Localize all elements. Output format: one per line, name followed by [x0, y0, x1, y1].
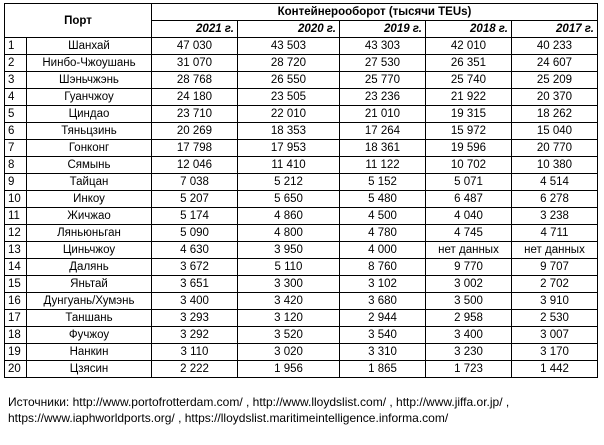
- throughput-value: 26 550: [238, 72, 340, 89]
- throughput-value: 3 540: [340, 327, 426, 344]
- table-row: [5, 38, 598, 55]
- row-number: 20: [5, 361, 27, 378]
- port-name: Далянь: [27, 259, 152, 276]
- table-row: [5, 276, 598, 293]
- header-throughput: Контейнерооборот (тысячи TEUs): [152, 4, 598, 21]
- throughput-value: 1 442: [512, 361, 598, 378]
- row-number: 7: [5, 140, 27, 157]
- port-name: Тайцан: [27, 174, 152, 191]
- throughput-value: 8 760: [340, 259, 426, 276]
- throughput-value: 3 672: [152, 259, 238, 276]
- sources-line: https://www.iaphworldports.org/ , https://lloydslist.maritimeintelligence.informa.com/: [8, 411, 449, 425]
- throughput-value: 28 720: [238, 55, 340, 72]
- throughput-value: 3 300: [238, 276, 340, 293]
- throughput-value: 40 233: [512, 38, 598, 55]
- table-row: [5, 208, 598, 225]
- throughput-value: 17 953: [238, 140, 340, 157]
- throughput-value: 5 090: [152, 225, 238, 242]
- header-port: Порт: [5, 4, 152, 38]
- port-name: Дунгуань/Хумэнь: [27, 293, 152, 310]
- row-number: 17: [5, 310, 27, 327]
- throughput-value: 43 303: [340, 38, 426, 55]
- throughput-value: 3 020: [238, 344, 340, 361]
- table-row: [5, 293, 598, 310]
- table-row: [5, 191, 598, 208]
- container-throughput-table: [4, 3, 598, 378]
- throughput-value: 19 315: [426, 106, 512, 123]
- throughput-value: 3 110: [152, 344, 238, 361]
- port-name: Нанкин: [27, 344, 152, 361]
- throughput-value: 1 956: [238, 361, 340, 378]
- row-number: 2: [5, 55, 27, 72]
- table-row: [5, 72, 598, 89]
- sources-line: Источники: http://www.portofrotterdam.com/ , http://www.lloydslist.com/ , http://www.jiffa.or.jp/ ,: [8, 395, 510, 409]
- row-number: 1: [5, 38, 27, 55]
- port-name: Циндао: [27, 106, 152, 123]
- throughput-value: 5 071: [426, 174, 512, 191]
- throughput-value: 5 152: [340, 174, 426, 191]
- throughput-value: 21 922: [426, 89, 512, 106]
- throughput-value: 23 505: [238, 89, 340, 106]
- throughput-value: 18 353: [238, 123, 340, 140]
- port-name: Шэньчжэнь: [27, 72, 152, 89]
- throughput-value: 20 370: [512, 89, 598, 106]
- throughput-value: 4 500: [340, 208, 426, 225]
- row-number: 3: [5, 72, 27, 89]
- throughput-value: 11 410: [238, 157, 340, 174]
- throughput-value: 18 361: [340, 140, 426, 157]
- row-number: 6: [5, 123, 27, 140]
- port-name: Циньчжоу: [27, 242, 152, 259]
- row-number: 14: [5, 259, 27, 276]
- row-number: 9: [5, 174, 27, 191]
- port-name: Таншань: [27, 310, 152, 327]
- header-year: 2020 г.: [238, 21, 340, 38]
- throughput-value: нет данных: [426, 242, 512, 259]
- throughput-value: 3 007: [512, 327, 598, 344]
- throughput-value: 3 102: [340, 276, 426, 293]
- throughput-value: 3 238: [512, 208, 598, 225]
- throughput-value: 18 262: [512, 106, 598, 123]
- throughput-value: 23 710: [152, 106, 238, 123]
- table-row: [5, 327, 598, 344]
- throughput-value: 9 770: [426, 259, 512, 276]
- table-row: [5, 89, 598, 106]
- throughput-value: 3 420: [238, 293, 340, 310]
- throughput-value: 4 040: [426, 208, 512, 225]
- throughput-value: 3 170: [512, 344, 598, 361]
- table-row: [5, 123, 598, 140]
- throughput-value: 25 740: [426, 72, 512, 89]
- throughput-value: 3 230: [426, 344, 512, 361]
- throughput-value: 4 860: [238, 208, 340, 225]
- port-name: Шанхай: [27, 38, 152, 55]
- row-number: 5: [5, 106, 27, 123]
- table-row: [5, 157, 598, 174]
- throughput-value: 9 707: [512, 259, 598, 276]
- throughput-value: 4 514: [512, 174, 598, 191]
- throughput-value: 15 972: [426, 123, 512, 140]
- throughput-value: 47 030: [152, 38, 238, 55]
- throughput-value: 7 038: [152, 174, 238, 191]
- throughput-value: 43 503: [238, 38, 340, 55]
- throughput-value: 2 222: [152, 361, 238, 378]
- throughput-value: нет данных: [512, 242, 598, 259]
- throughput-value: 15 040: [512, 123, 598, 140]
- header-year: 2018 г.: [426, 21, 512, 38]
- throughput-value: 3 680: [340, 293, 426, 310]
- table-row: [5, 344, 598, 361]
- throughput-value: 3 910: [512, 293, 598, 310]
- sources-note: [8, 394, 600, 426]
- throughput-value: 4 800: [238, 225, 340, 242]
- port-name: Ляньюньган: [27, 225, 152, 242]
- header-year: 2017 г.: [512, 21, 598, 38]
- table-row: [5, 106, 598, 123]
- row-number: 13: [5, 242, 27, 259]
- table-row: [5, 55, 598, 72]
- throughput-value: 4 780: [340, 225, 426, 242]
- throughput-value: 17 264: [340, 123, 426, 140]
- header-year: 2019 г.: [340, 21, 426, 38]
- table-row: [5, 174, 598, 191]
- throughput-value: 28 768: [152, 72, 238, 89]
- throughput-value: 3 651: [152, 276, 238, 293]
- port-name: Гуанчжоу: [27, 89, 152, 106]
- row-number: 18: [5, 327, 27, 344]
- throughput-value: 10 380: [512, 157, 598, 174]
- throughput-value: 3 950: [238, 242, 340, 259]
- throughput-value: 3 400: [426, 327, 512, 344]
- throughput-value: 3 500: [426, 293, 512, 310]
- row-number: 8: [5, 157, 27, 174]
- throughput-value: 26 351: [426, 55, 512, 72]
- row-number: 11: [5, 208, 27, 225]
- throughput-value: 4 711: [512, 225, 598, 242]
- throughput-value: 3 292: [152, 327, 238, 344]
- port-name: Инкоу: [27, 191, 152, 208]
- throughput-value: 3 520: [238, 327, 340, 344]
- throughput-value: 5 650: [238, 191, 340, 208]
- throughput-value: 6 487: [426, 191, 512, 208]
- throughput-value: 24 180: [152, 89, 238, 106]
- throughput-value: 22 010: [238, 106, 340, 123]
- port-name: Гонконг: [27, 140, 152, 157]
- table-row: [5, 242, 598, 259]
- port-name: Фучжоу: [27, 327, 152, 344]
- throughput-value: 4 745: [426, 225, 512, 242]
- throughput-value: 5 212: [238, 174, 340, 191]
- port-name: Яньтай: [27, 276, 152, 293]
- throughput-value: 27 530: [340, 55, 426, 72]
- throughput-value: 2 702: [512, 276, 598, 293]
- throughput-value: 24 607: [512, 55, 598, 72]
- table-row: [5, 310, 598, 327]
- throughput-value: 2 944: [340, 310, 426, 327]
- throughput-value: 1 723: [426, 361, 512, 378]
- throughput-value: 5 480: [340, 191, 426, 208]
- header-row-top: [5, 4, 598, 21]
- throughput-value: 3 310: [340, 344, 426, 361]
- port-name: Тяньцзинь: [27, 123, 152, 140]
- throughput-value: 23 236: [340, 89, 426, 106]
- table-row: [5, 140, 598, 157]
- throughput-value: 5 110: [238, 259, 340, 276]
- table-row: [5, 225, 598, 242]
- row-number: 4: [5, 89, 27, 106]
- throughput-value: 21 010: [340, 106, 426, 123]
- port-name: Жичжао: [27, 208, 152, 225]
- throughput-value: 42 010: [426, 38, 512, 55]
- throughput-value: 17 798: [152, 140, 238, 157]
- throughput-value: 4 630: [152, 242, 238, 259]
- throughput-value: 11 122: [340, 157, 426, 174]
- throughput-value: 19 596: [426, 140, 512, 157]
- row-number: 10: [5, 191, 27, 208]
- throughput-value: 25 770: [340, 72, 426, 89]
- port-name: Цзясин: [27, 361, 152, 378]
- throughput-value: 4 000: [340, 242, 426, 259]
- row-number: 19: [5, 344, 27, 361]
- throughput-value: 3 400: [152, 293, 238, 310]
- throughput-value: 12 046: [152, 157, 238, 174]
- throughput-value: 2 530: [512, 310, 598, 327]
- header-year: 2021 г.: [152, 21, 238, 38]
- throughput-value: 25 209: [512, 72, 598, 89]
- table-row: [5, 361, 598, 378]
- row-number: 12: [5, 225, 27, 242]
- port-name: Сямынь: [27, 157, 152, 174]
- throughput-value: 1 865: [340, 361, 426, 378]
- throughput-value: 5 207: [152, 191, 238, 208]
- throughput-value: 6 278: [512, 191, 598, 208]
- row-number: 15: [5, 276, 27, 293]
- throughput-value: 3 002: [426, 276, 512, 293]
- throughput-value: 10 702: [426, 157, 512, 174]
- table-body: [5, 38, 598, 378]
- throughput-value: 3 293: [152, 310, 238, 327]
- throughput-value: 2 958: [426, 310, 512, 327]
- port-name: Нинбо-Чжоушань: [27, 55, 152, 72]
- throughput-value: 5 174: [152, 208, 238, 225]
- throughput-value: 3 120: [238, 310, 340, 327]
- row-number: 16: [5, 293, 27, 310]
- throughput-value: 20 770: [512, 140, 598, 157]
- throughput-value: 31 070: [152, 55, 238, 72]
- throughput-value: 20 269: [152, 123, 238, 140]
- table-row: [5, 259, 598, 276]
